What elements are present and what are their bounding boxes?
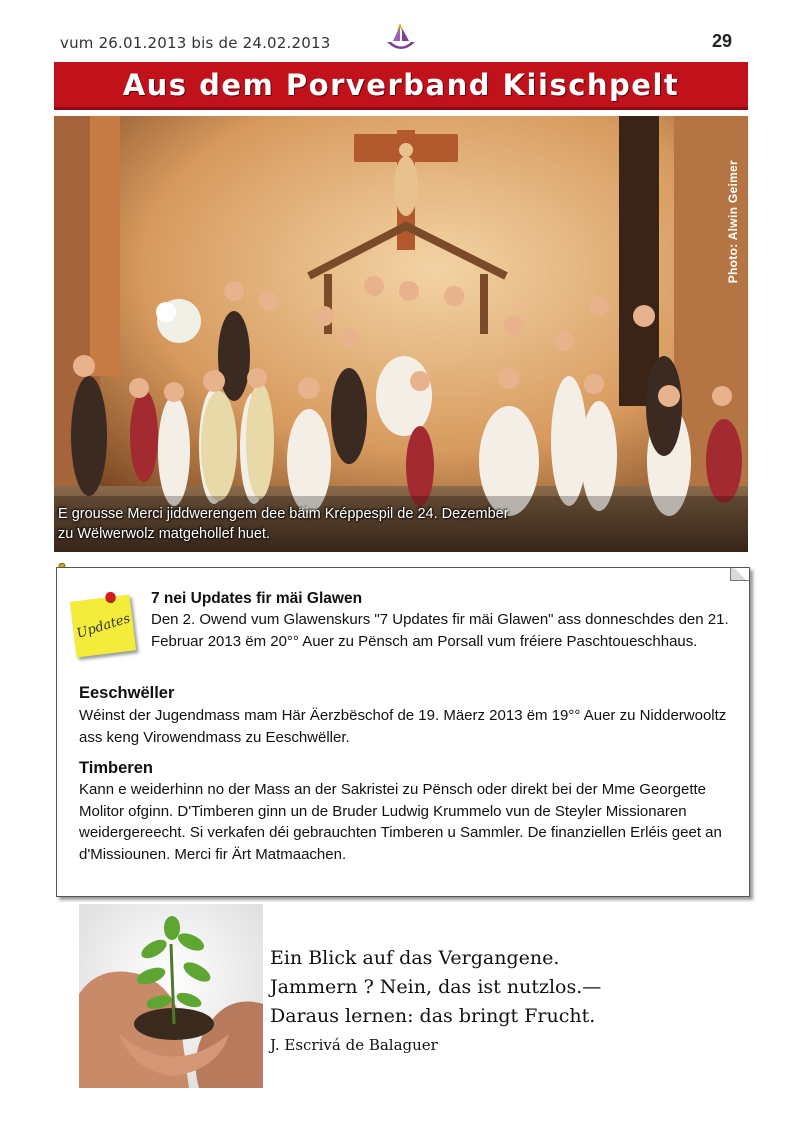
parish-logo-icon <box>384 22 418 56</box>
pushpin-icon <box>105 591 116 602</box>
quote-line-2: Jammern ? Nein, das ist nutzlos.— <box>270 976 602 998</box>
quote-line-1: Ein Blick auf das Vergangene. <box>270 947 560 969</box>
updates-sticky-note <box>70 595 136 658</box>
quote-author: J. Escrivá de Balaguer <box>270 1036 438 1054</box>
seedling-in-hands-image <box>79 904 263 1088</box>
sticky-note-label: Updates <box>74 610 132 642</box>
church-scene-image <box>54 116 748 552</box>
page-number: 29 <box>712 31 733 51</box>
caption-line-1: E grousse Merci jiddwerengem dee bäim Kréppespil de 24. Dezember <box>58 506 509 522</box>
quote-text <box>270 944 601 1031</box>
updates-body: Den 2. Owend vum Glawenskurs "7 Updates fir mäi Glawen" ass donneschdes den 21. Februar 2013 ëm 20°° Auer zu Pënsch am Porsall vum fréiere Paschtoueschhaus. <box>151 611 729 650</box>
banner-title: Aus dem Porverband Kiischpelt <box>122 67 680 102</box>
eeschweller-heading: Eeschwëller <box>79 684 175 702</box>
parish-notice-box <box>56 567 750 897</box>
section-banner <box>54 62 748 110</box>
updates-title: 7 nei Updates fir mäi Glawen <box>151 590 363 607</box>
photo-credit: Photo: Alwin Geimer <box>726 160 740 284</box>
header-date-range: vum 26.01.2013 bis de 24.02.2013 <box>60 34 331 52</box>
timberen-body: Kann e weiderhinn no der Mass an der Sakristei zu Pënsch oder direkt bei der Mme Georgette Molitor ofginn. D'Timberen ginn un de Bruder Ludwig Krummelo vun de Steyler Missionaren weidergereecht. Si verkafen déi gebrauchten Timberen u Sammler. De finanziellen Erléis geet an d'Missiounen. Merci fir Ärt Matmaachen. <box>79 781 722 863</box>
eeschweller-body: Wéinst der Jugendmass mam Här Äerzbëschof de 19. Mäerz 2013 ëm 19°° Auer zu Nidderwooltz ass keng Virowendmass zu Eeschwëller. <box>79 707 727 746</box>
photo-caption <box>58 504 509 544</box>
timberen-heading: Timberen <box>79 759 153 777</box>
page-curl-corner <box>730 568 749 581</box>
quote-line-3: Daraus lernen: das bringt Frucht. <box>270 1005 596 1027</box>
nativity-play-photo <box>54 116 748 552</box>
caption-line-2: zu Wëlwerwolz matgehollef huet. <box>58 526 270 542</box>
